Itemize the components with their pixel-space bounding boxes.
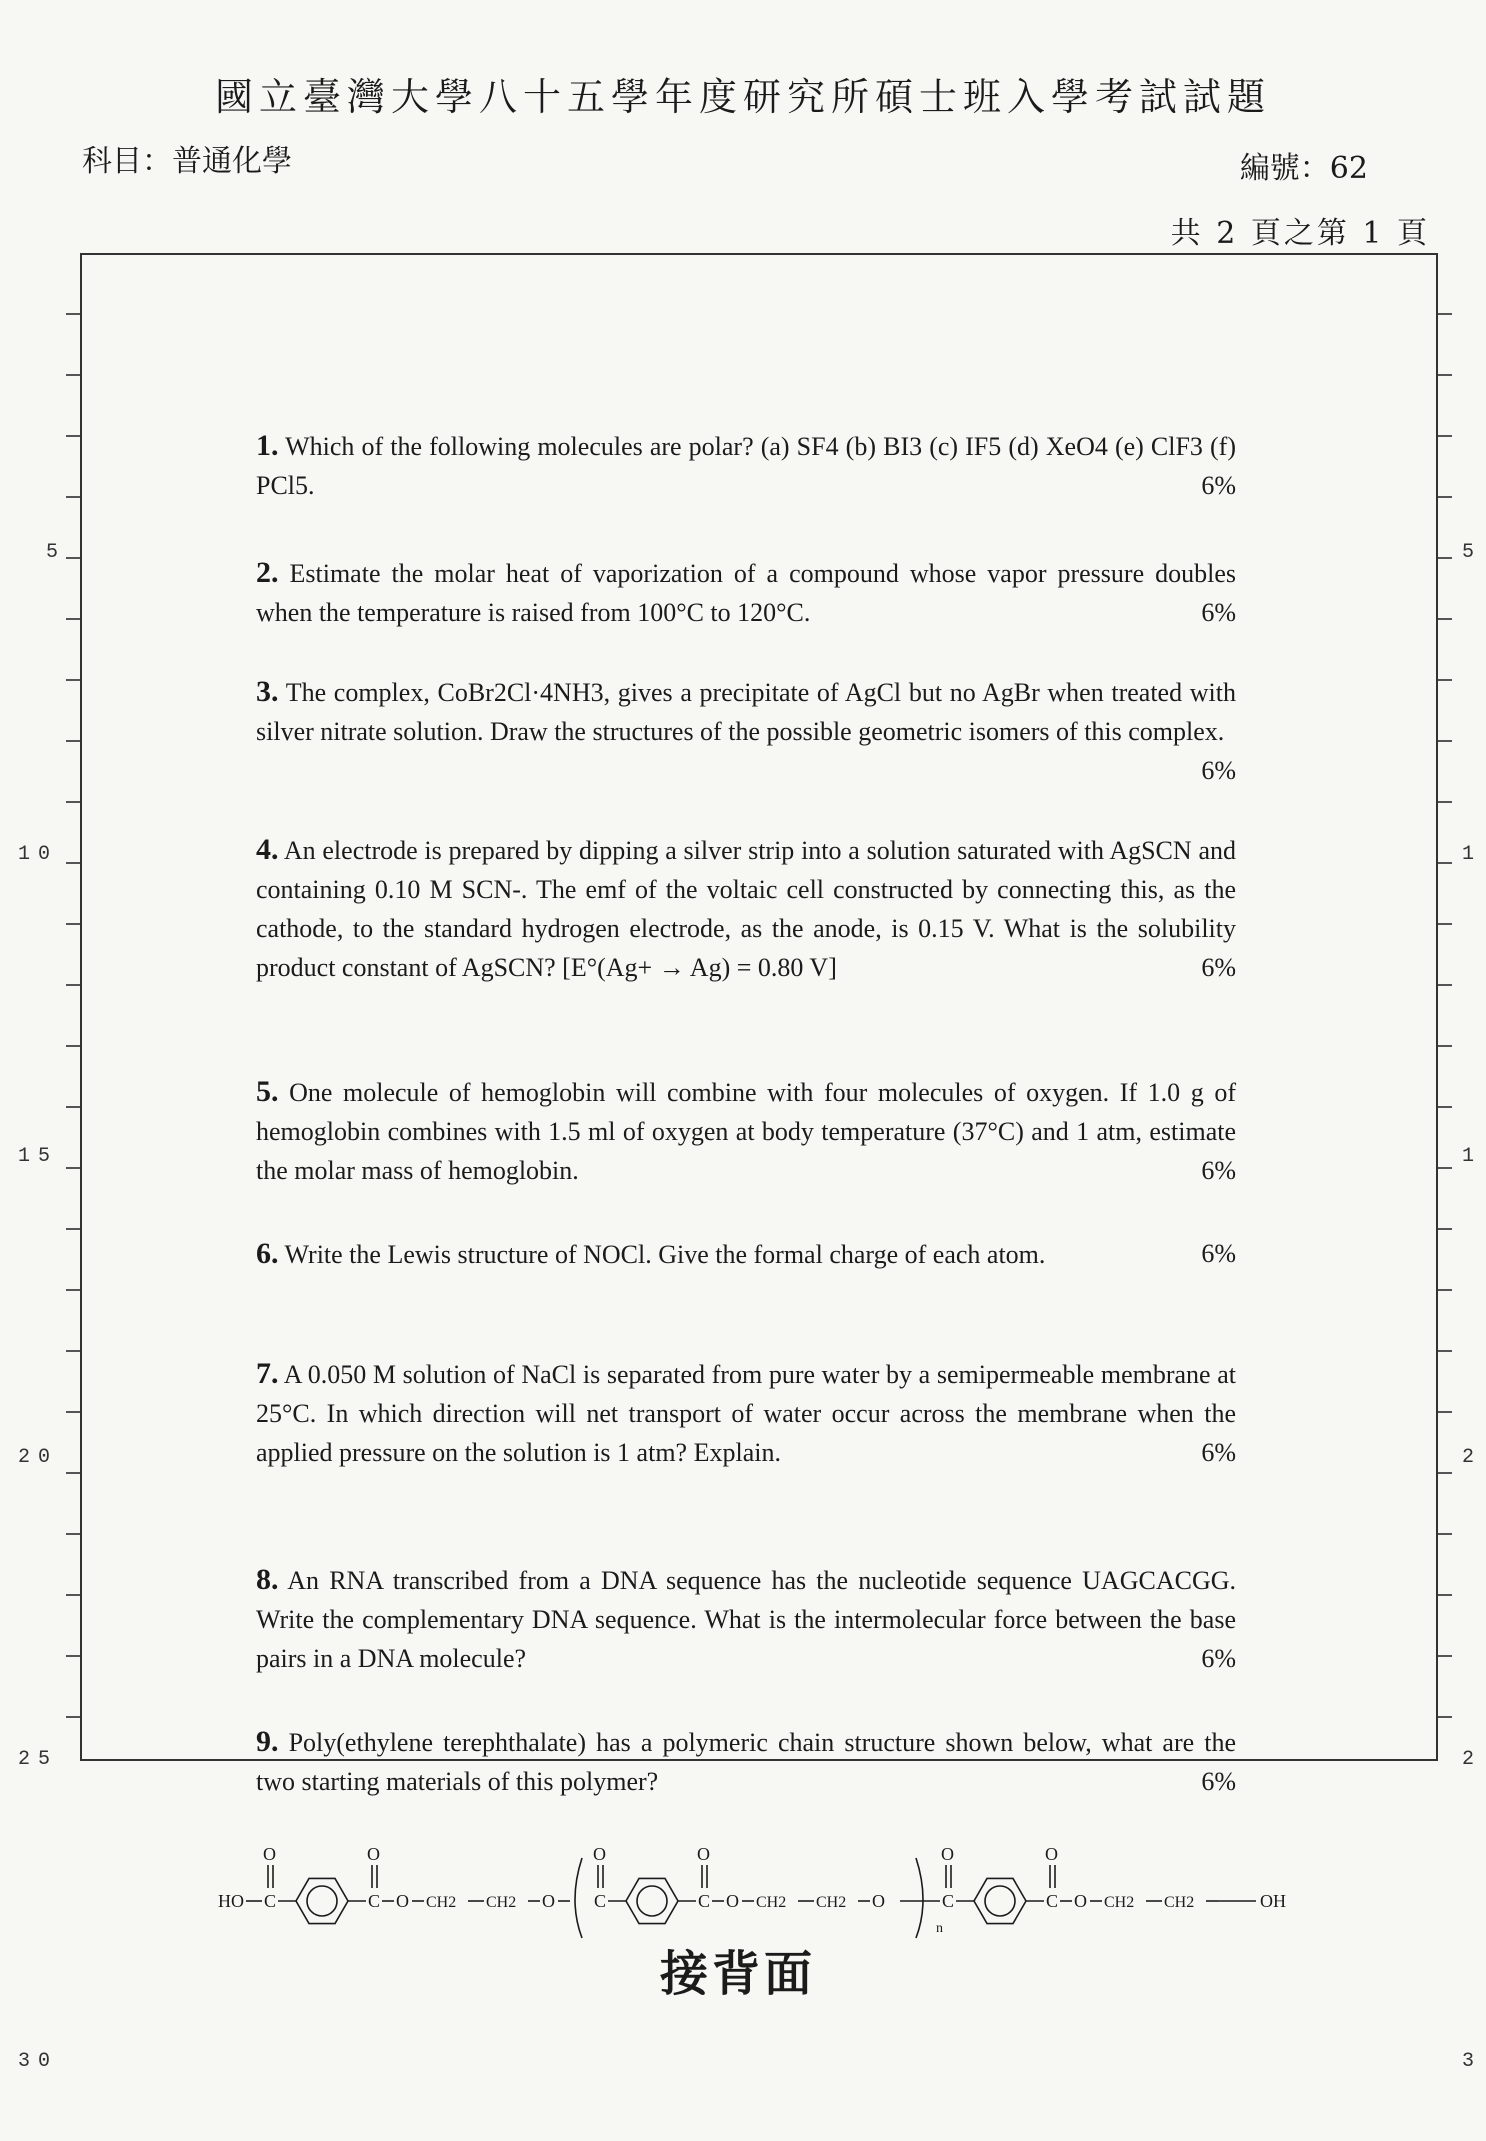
question-text: Estimate the molar heat of vaporization of a compound whose vapor pressure doubles when the temperature is raised from 100°C to 120°C. [256,559,1237,627]
question-1 [256,426,1236,505]
question-weight: 6% [1201,471,1236,500]
ruler-tick [1438,1045,1452,1047]
ruler-tick [66,1289,80,1291]
ruler-tick [1438,496,1452,498]
page-indicator: 共 2 頁之第 1 頁 [1170,216,1430,251]
question-5 [256,1072,1236,1190]
ruler-tick [66,1228,80,1230]
carbonyl-oxygen: O [697,1844,710,1864]
ruler-tick [1438,740,1452,742]
ruler-tick [66,313,80,315]
ruler-tick [1438,1411,1452,1413]
question-text: Which of the following molecules are polar? (a) SF4 (b) BI3 (c) IF5 (d) XeO4 (e) ClF3 (f) PCl5. [256,432,1236,500]
ruler-tick [66,374,80,376]
question-text: A 0.050 M solution of NaCl is separated from pure water by a semipermeable membrane at 25°C. In which direction will net transport of water occur across the membrane when the applied pressure on the solution is 1 atm? Explain. [256,1360,1236,1467]
ruler-tick [1438,862,1452,864]
question-7 [256,1354,1236,1472]
methylene-group: CH2 [426,1894,457,1911]
methylene-group: CH2 [1164,1894,1195,1911]
ruler-tick [1438,984,1452,986]
ruler-tick [66,1594,80,1596]
question-weight: 6% [1201,953,1236,982]
question-6 [256,1234,1236,1274]
methylene-group: CH2 [486,1894,517,1911]
line-number-left: 20 [18,1446,59,1469]
question-text: One molecule of hemoglobin will combine with four molecules of oxygen. If 1.0 g of hemoglobin combines with 1.5 ml of oxygen at body temperature (37°C) and 1 atm, estimate the molar mass of hemoglobin. [256,1078,1237,1185]
ruler-tick [1438,1594,1452,1596]
subject-label: 科目：普通化學 [82,144,292,179]
ruler-tick [66,1655,80,1657]
aromatic-circle [307,1886,337,1916]
ruler-tick [66,1533,80,1535]
repeat-subscript: n [936,1921,943,1936]
line-number-right: 2 [1462,1748,1483,1771]
ester-oxygen: O [1074,1891,1087,1911]
carbon-atom: C [942,1891,955,1911]
ruler-tick [1438,313,1452,315]
right-tick-ruler [1438,253,1452,1761]
question-text: Write the Lewis structure of NOCl. Give the formal charge of each atom. [284,1240,1046,1269]
carbon-atom: C [368,1891,381,1911]
ruler-tick [66,1411,80,1413]
ruler-tick [66,984,80,986]
ruler-tick [66,679,80,681]
question-9 [256,1722,1236,1801]
exam-code: 編號：62 [1239,151,1368,186]
ruler-tick [1438,1106,1452,1108]
close-bracket [916,1858,923,1938]
carbonyl-oxygen: O [941,1844,954,1864]
question-weight: 6% [1201,1767,1236,1796]
carbonyl-oxygen: O [1045,1844,1058,1864]
ruler-tick [1438,618,1452,620]
ruler-tick [1438,1472,1452,1474]
aromatic-circle [985,1886,1015,1916]
question-text: The complex, CoBr2Cl·4NH3, gives a precipitate of AgCl but no AgBr when treated with silver nitrate solution. Draw the structures of the possible geometric isomers of this complex. [256,678,1236,746]
question-weight: 6% [1201,756,1236,785]
line-number-left: 15 [18,1145,59,1168]
ruler-tick [66,618,80,620]
ruler-tick [1438,1533,1452,1535]
ruler-tick [66,740,80,742]
ruler-tick [66,1167,80,1169]
ruler-tick [66,435,80,437]
question-weight: 6% [1201,1438,1236,1467]
question-number: 5. [256,1075,279,1108]
question-2 [256,553,1236,632]
question-weight: 6% [1201,1156,1236,1185]
carbonyl-oxygen: O [593,1844,606,1864]
question-number: 2. [256,556,279,589]
ruler-tick [1438,923,1452,925]
ruler-tick [66,1716,80,1718]
ruler-tick [1438,679,1452,681]
carbon-atom: C [1046,1891,1059,1911]
open-bracket [575,1858,582,1938]
pet-structure-diagram [210,1830,1310,1940]
question-3 [256,672,1236,790]
line-number-left: 30 [18,2050,59,2073]
line-number-left: 10 [18,843,59,866]
left-tick-ruler [66,253,80,1761]
methylene-group: CH2 [1104,1894,1135,1911]
continue-on-back-note: 接背面 [660,1946,817,2002]
ho-group: HO [218,1891,244,1911]
ruler-tick [66,557,80,559]
question-weight: 6% [1201,1239,1236,1268]
carbonyl-oxygen: O [263,1844,276,1864]
ruler-tick [1438,1228,1452,1230]
methylene-group: CH2 [816,1894,847,1911]
exam-title: 國立臺灣大學八十五學年度研究所碩士班入學考試試題 [214,75,1271,119]
carbon-atom: C [594,1891,607,1911]
ester-oxygen: O [726,1891,739,1911]
ruler-tick [1438,1167,1452,1169]
ruler-tick [66,923,80,925]
ester-oxygen: O [542,1891,555,1911]
ruler-tick [1438,1655,1452,1657]
ruler-tick [1438,374,1452,376]
question-text: Poly(ethylene terephthalate) has a polymeric chain structure shown below, what are the two starting materials of this polymer? [256,1728,1237,1796]
ruler-tick [66,801,80,803]
ruler-tick [66,1045,80,1047]
carbonyl-oxygen: O [367,1844,380,1864]
question-number: 3. [256,675,279,708]
question-number: 7. [256,1357,279,1390]
ruler-tick [1438,1716,1452,1718]
ester-oxygen: O [872,1891,885,1911]
question-weight: 6% [1201,598,1236,627]
question-4 [256,830,1236,987]
line-number-right: 1 [1462,1145,1483,1168]
line-number-right: 1 [1462,843,1483,866]
ruler-tick [66,1350,80,1352]
line-number-left: 5 [46,541,67,564]
ruler-tick [66,862,80,864]
question-text: An electrode is prepared by dipping a silver strip into a solution saturated with AgSCN and containing 0.10 M SCN-. The emf of the voltaic cell constructed by connecting this, as the cathode, to the standard hydrogen electrode, as the anode, is 0.15 V. What is the solubility product constant of AgSCN? [E°(Ag+ → Ag) = 0.80 V] [256,836,1236,982]
ruler-tick [1438,801,1452,803]
question-text: An RNA transcribed from a DNA sequence has the nucleotide sequence UAGCACGG. Write the complementary DNA sequence. What is the intermolecular force between the base pairs in a DNA molecule? [256,1566,1236,1673]
oh-group: OH [1260,1891,1286,1911]
carbon-atom: C [264,1891,277,1911]
ester-oxygen: O [396,1891,409,1911]
line-number-left: 25 [18,1748,59,1771]
question-number: 4. [256,833,279,866]
question-number: 8. [256,1563,279,1596]
ruler-tick [66,1106,80,1108]
carbon-atom: C [698,1891,711,1911]
question-number: 1. [256,429,279,462]
ruler-tick [1438,1350,1452,1352]
question-weight: 6% [1201,1644,1236,1673]
ruler-tick [1438,557,1452,559]
line-number-right: 3 [1462,2050,1483,2073]
ruler-tick [1438,435,1452,437]
aromatic-circle [637,1886,667,1916]
question-8 [256,1560,1236,1678]
line-number-right: 5 [1462,541,1483,564]
methylene-group: CH2 [756,1894,787,1911]
ruler-tick [66,496,80,498]
ruler-tick [66,1472,80,1474]
question-number: 9. [256,1725,279,1758]
question-number: 6. [256,1237,279,1270]
line-number-right: 2 [1462,1446,1483,1469]
ruler-tick [1438,1289,1452,1291]
